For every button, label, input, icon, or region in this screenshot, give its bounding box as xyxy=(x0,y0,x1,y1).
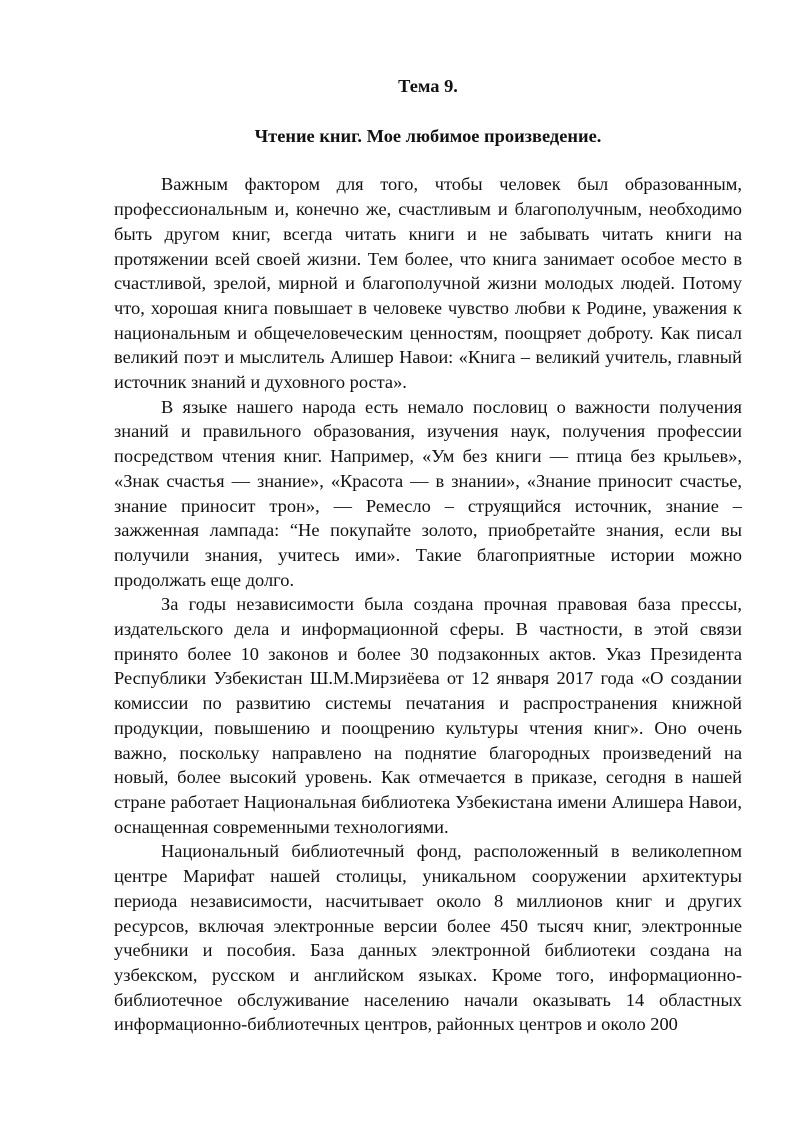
paragraph-3: За годы независимости была создана прочная правовая база прессы, издательского дела и информационной сферы. В частности, в этой связи принято более 10 законов и более 30 подзаконных актов. Указ Президента Республики Узбекистан Ш.М.Мирзиёева от 12 января 2017 года «О создании комиссии по развитию системы печатания и распространения книжной продукции, повышению и поощрению культуры чтения книг». Оно очень важно, поскольку направлено на поднятие благородных произведений на новый, более высокий уровень. Как отмечается в приказе, сегодня в нашей стране работает Национальная библиотека Узбекистана имени Алишера Навои, оснащенная современными технологиями. xyxy=(114,594,742,837)
topic-heading: Тема 9. xyxy=(398,76,458,96)
paragraph-1: Важным фактором для того, чтобы человек был образованным, профессиональным и, конечно же, счастливым и благополучным, необходимо быть другом книг, всегда читать книги и не забывать читать книги на протяжении всей своей жизни. Тем более, что книга занимает особое место в счастливой, зрелой, мирной и благополучной жизни молодых людей. Потому что, хорошая книга повышает в человеке чувство любви к Родине, уважения к национальным и общечеловеческим ценностям, поощряет доброту. Как писал великий поэт и мыслитель Алишер Навои: «Книга – великий учитель, главный источник знаний и духовного роста». xyxy=(114,174,742,393)
document-page xyxy=(114,74,742,1037)
paragraph-4: Национальный библиотечный фонд, расположенный в великолепном центре Марифат нашей столицы, уникальном сооружении архитектуры периода независимости, насчитывает около 8 миллионов книг и других ресурсов, включая электронные версии более 450 тысяч книг, электронные учебники и пособия. База данных электронной библиотеки создана на узбекском, русском и английском языках. Кроме того, информационно-библиотечное обслуживание населению начали оказывать 14 областных информационно-библиотечных центров, районных центров и около 200 xyxy=(114,841,742,1035)
paragraph-2: В языке нашего народа есть немало пословиц о важности получения знаний и правильного образования, изучения наук, получения профессии посредством чтения книг. Например, «Ум без книги — птица без крыльев», «Знак счастья — знание», «Красота — в знании», «Знание приносит счастье, знание приносит трон», — Ремесло – струящийся источник, знание – зажженная лампада: “Не покупайте золото, приобретайте знания, если вы получили знания, учитесь ими». Такие благоприятные истории можно продолжать еще долго. xyxy=(114,396,742,590)
document-title: Чтение книг. Мое любимое произведение. xyxy=(254,125,602,146)
